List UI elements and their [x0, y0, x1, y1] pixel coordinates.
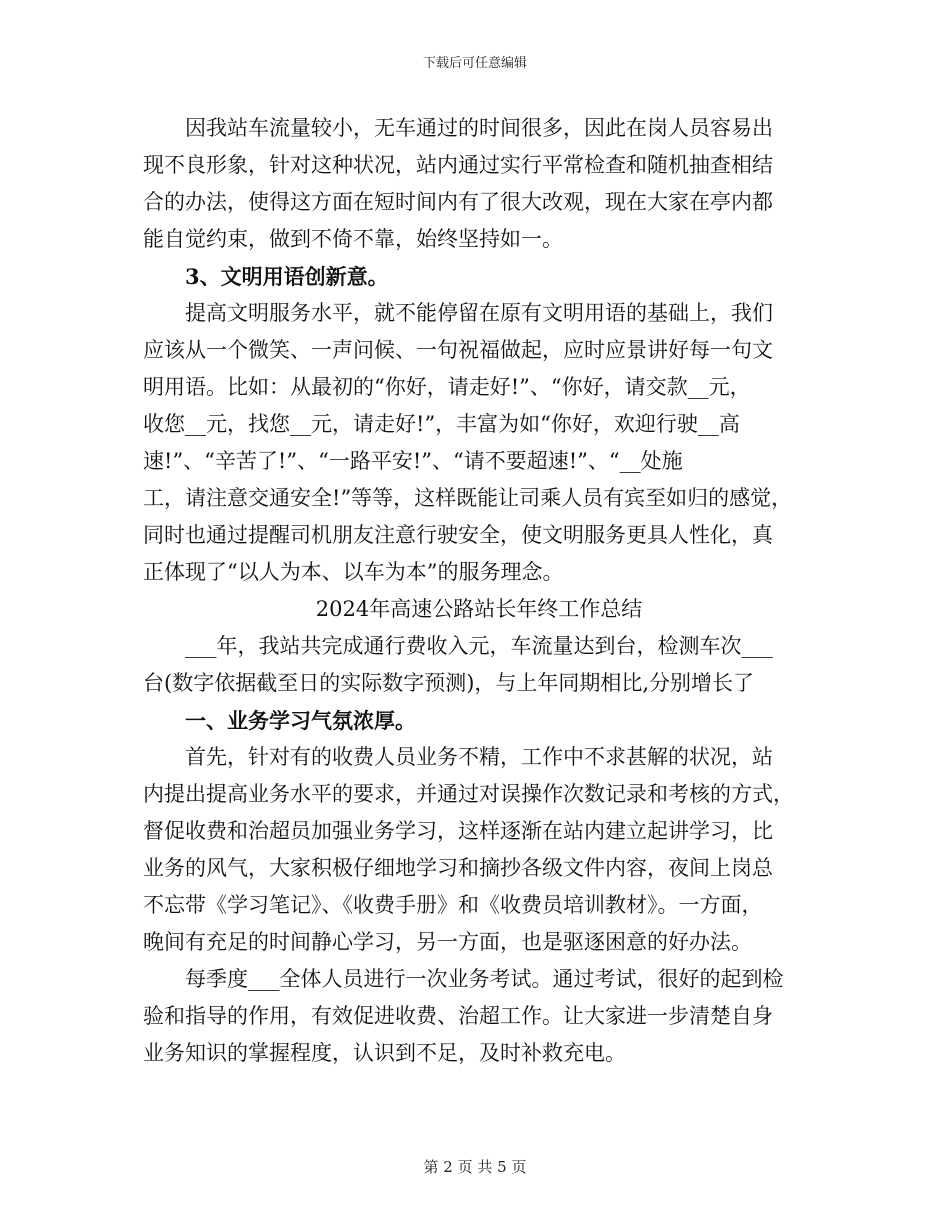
body-line: 同时也通过提醒司机朋友注意行驶安全，使文明服务更具人性化，真 [143, 523, 773, 547]
document-title: 2024年高速公路站长年终工作总结 [315, 597, 643, 621]
body-line: 明用语。比如：从最初的“你好，请走好!”、“你好，请交款__元， [143, 375, 751, 399]
body-line: 验和指导的作用，有效促进收费、治超工作。让大家进一步清楚自身 [143, 1004, 773, 1028]
body-line: 内提出提高业务水平的要求，并通过对误操作次数记录和考核的方式， [143, 782, 794, 806]
body-line: 能自觉约束，做到不倚不靠，始终坚持如一。 [143, 227, 563, 251]
body-line: 晚间有充足的时间静心学习，另一方面，也是驱逐困意的好办法。 [143, 930, 752, 954]
body-line: 合的办法，使得这方面在短时间内有了很大改观，现在大家在亭内都 [143, 190, 773, 214]
body-line: 现不良形象，针对这种状况，站内通过实行平常检查和随机抽查相结 [143, 153, 773, 177]
body-line: 督促收费和治超员加强业务学习，这样逐渐在站内建立起讲学习，比 [143, 819, 773, 843]
body-line: 每季度___全体人员进行一次业务考试。通过考试，很好的起到检 [143, 967, 784, 991]
section-heading: 3、文明用语创新意。 [143, 264, 389, 289]
body-line: ___年，我站共完成通行费收入元，车流量达到台，检测车次___ [143, 634, 773, 658]
body-line: 应该从一个微笑、一声问候、一句祝福做起，应时应景讲好每一句文 [143, 338, 773, 362]
body-line: 因我站车流量较小，无车通过的时间很多，因此在岗人员容易出 [143, 116, 773, 140]
body-line: 提高文明服务水平，就不能停留在原有文明用语的基础上，我们 [143, 301, 773, 325]
page-header: 下载后可任意编辑 [422, 56, 527, 71]
body-line: 工，请注意交通安全!”等等，这样既能让司乘人员有宾至如归的感觉， [143, 486, 793, 510]
body-line: 业务知识的掌握程度，认识到不足，及时补救充电。 [143, 1041, 626, 1065]
body-line: 台(数字依据截至日的实际数字预测)，与上年同期相比,分别增长了 [143, 671, 755, 695]
body-line: 正体现了“以人为本、以车为本”的服务理念。 [143, 560, 564, 584]
body-line: 业务的风气，大家积极仔细地学习和摘抄各级文件内容，夜间上岗总 [143, 856, 773, 880]
body-line: 速!”、“辛苦了!”、“一路平安!”、“请不要超速!”、“__处施 [143, 449, 683, 473]
body-line: 不忘带《学习笔记》、《收费手册》和《收费员培训教材》。一方面， [143, 893, 763, 917]
body-line: 首先，针对有的收费人员业务不精，工作中不求甚解的状况，站 [143, 745, 773, 769]
section-heading: 一、业务学习气氛浓厚。 [143, 708, 416, 733]
document-body [143, 110, 815, 1072]
body-line: 收您__元，找您__元，请走好!”，丰富为如“你好，欢迎行驶__高 [143, 412, 740, 436]
page-number-footer: 第 2 页 共 5 页 [423, 1158, 527, 1176]
